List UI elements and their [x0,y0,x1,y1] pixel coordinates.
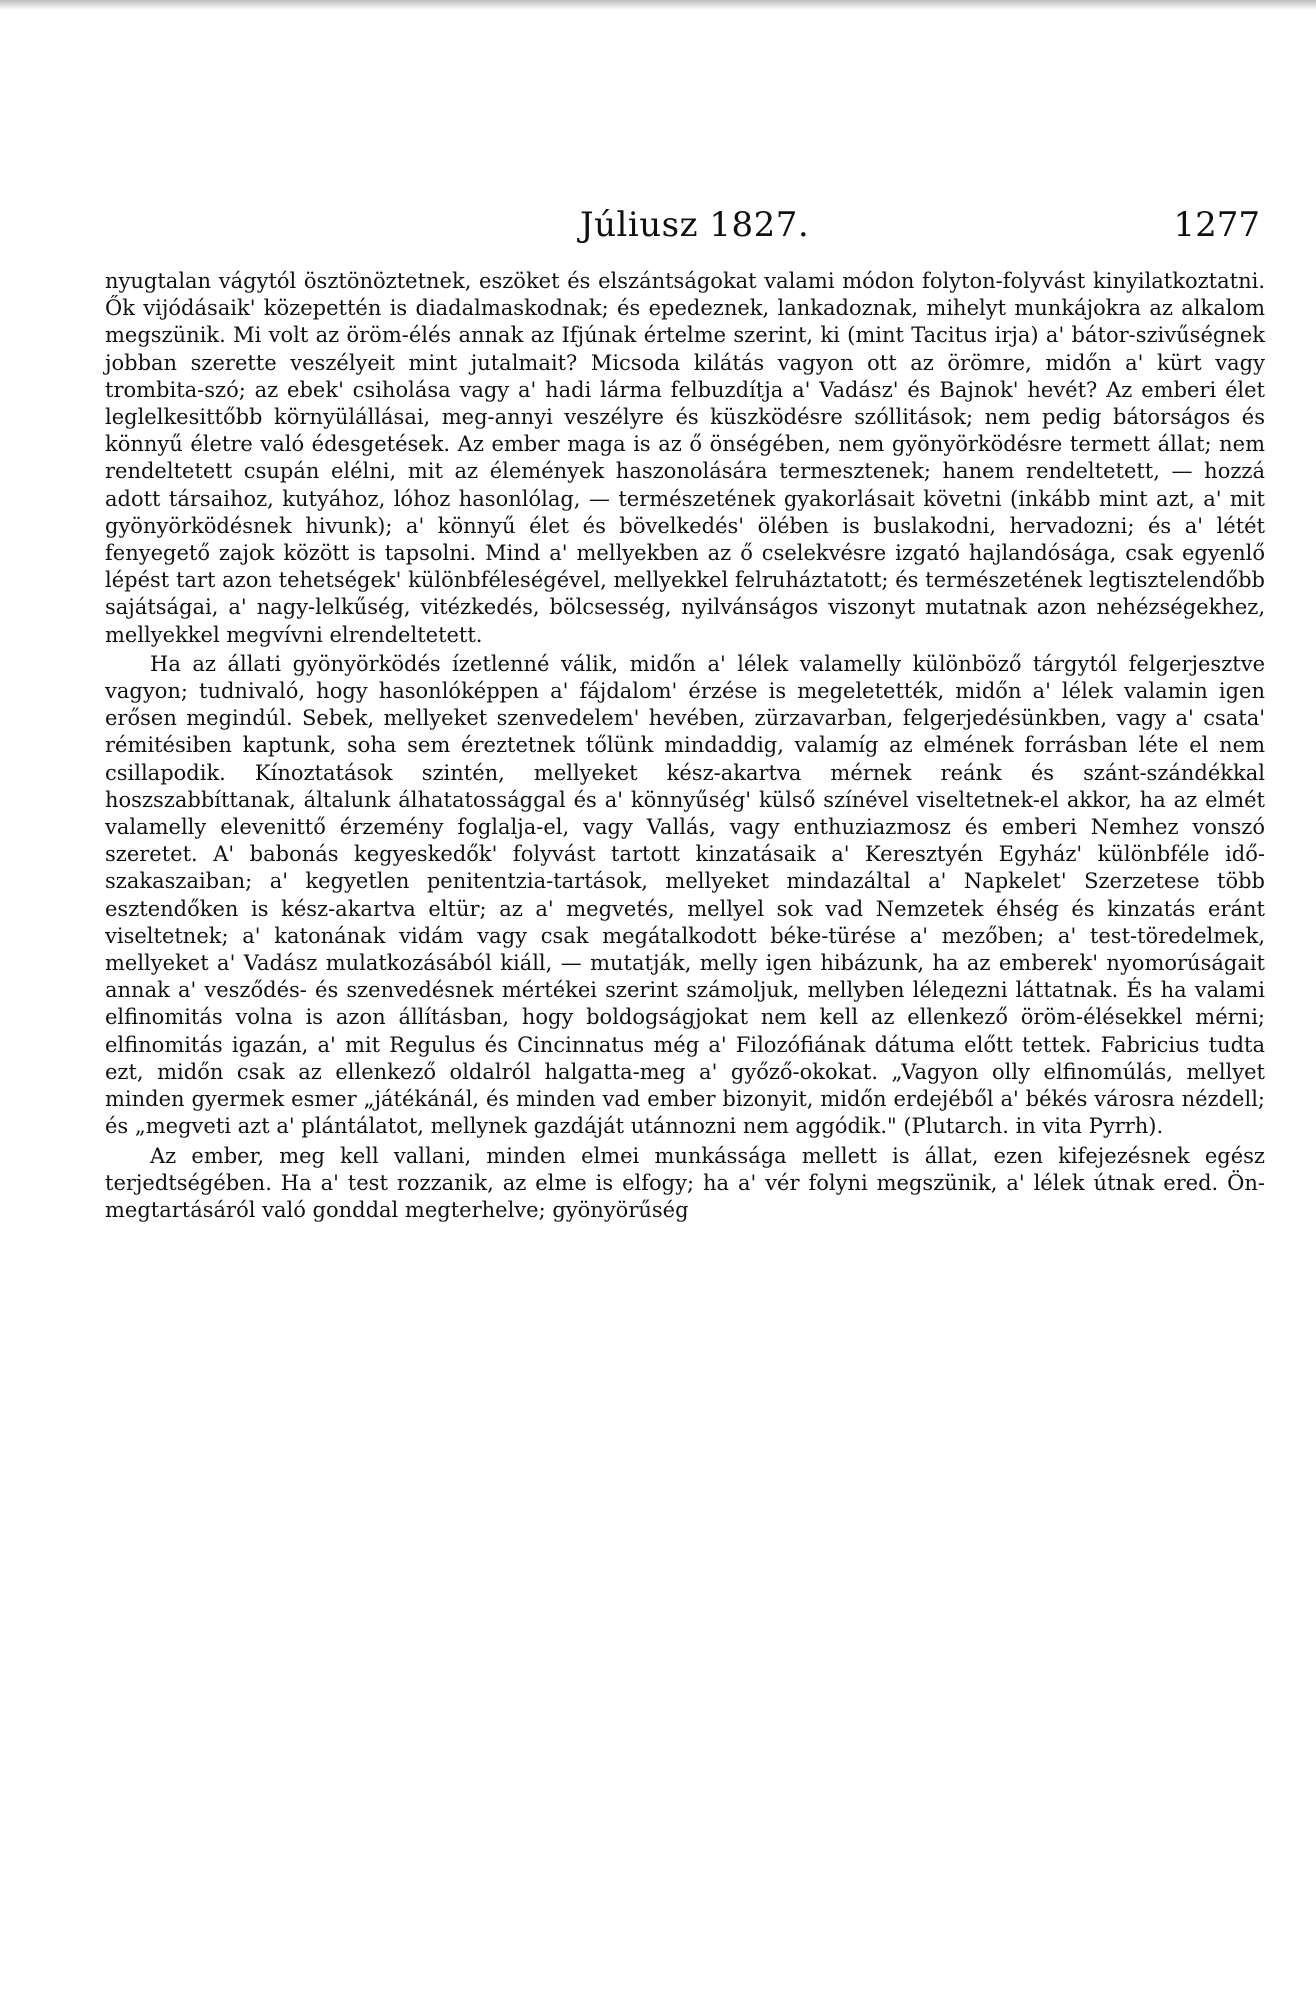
page-title: Júliusz 1827. [580,205,810,245]
page-number: 1277 [1173,205,1260,245]
scan-edge [0,0,1316,10]
paragraph-3: Az ember, meg kell vallani, minden elmei munkássága mellett is állat, ezen kifejezésnek egész terjedtségében. Ha a' test rozzanik, az elme is elfogy; ha a' vér folyni megszünik, a' lélek útnak ered. Ön-megtartásáról való gonddal megterhelve; gyönyörűség [105,1143,1265,1222]
body-text [105,268,1265,1224]
page-header [110,205,1260,255]
paragraph-1: nyugtalan vágytól ösztönöztetnek, eszöket és elszántságokat valami módon folyton-folyvást kinyilatkoztatni. Ők vijódásaik' közepettén is diadalmaskodnak; és epedeznek, lankadoznak, mihelyt munkájokra az alkalom megszünik. Mi volt az öröm-élés annak az Ifjúnak értelme szerint, ki (mint Tacitus irja) a' bátor-szivűségnek jobban szerette veszélyeit mint jutalmait? Micsoda kilátás vagyon ott az örömre, midőn a' kürt vagy trombita-szó; az ebek' csiholása vagy a' hadi lárma felbuzdítja a' Vadász' és Bajnok' hevét? Az emberi élet leglelkesittőbb környülállásai, meg-annyi veszélyre és küszködésre szóllitások; nem pedig bátorságos és könnyű életre való édesgetések. Az ember maga is az ő önségében, nem gyönyörködésre termett állat; nem rendeltetett csupán elélni, mit az élemények haszonolására termesztenek; hanem rendeltetett, — hozzá adott társaihoz, kutyához, lóhoz hasonlólag, — természetének gyakorlásait követni (inkább mint azt, a' mit gyönyörködésnek hivunk); a' könnyű élet és bövelkedés' ölében is buslakodni, hervadozni; és a' létét fenyegető zajok között is tapsolni. Mind a' mellyekben az ő cselekvésre izgató hajlandósága, csak egyenlő lépést tart azon tehetségek' különbféleségével, mellyekkel felruháztatott; és természetének legtisztelendőbb sajátságai, a' nagy-lelkűség, vitézkedés, bölcsesség, nyilvánságos viszonyt mutatnak azon nehézségekhez, mellyekkel megvívni elrendeltetett. [105,269,1265,647]
paragraph-2: Ha az állati gyönyörködés ízetlenné válik, midőn a' lélek valamelly különböző tárgytól felgerjesztve vagyon; tudnivaló, hogy hasonlóképpen a' fájdalom' érzése is megeletették, midőn a' lélek valamin igen erősen megindúl. Sebek, mellyeket szenvedelem' hevében, zürzavarban, felgerjedésünkben, vagy a' csata' rémitésiben kaptunk, soha sem éreztetnek tőlünk mindaddig, valamíg az elmének forrásban léte el nem csillapodik. Kínoztatások szintén, mellyeket kész-akartva mérnek reánk és szánt-szándékkal hoszszabbíttanak, általunk álhatatossággal és a' könnyűség' külső színével viseltetnek-el akkor, ha az elmét valamelly elevenittő érzemény foglalja-el, vagy Vallás, vagy enthuziazmosz és emberi Nemhez vonszó szeretet. A' babonás kegyeskedők' folyvást tartott kinzatásaik a' Keresztyén Egyház' különbféle idő-szakaszaiban; a' kegyetlen penitentzia-tartások, mellyeket mindazáltal a' Napkelet' Szerzetese több esztendőken is kész-akartva eltür; az a' megvetés, mellyel sok vad Nemzetek éhség és kinzatás eránt viseltetnek; a' katonának vidám vagy csak megátalkodott béke-türése a' mezőben; a' test-töredelmek, mellyeket a' Vadász mulatkozásából kiáll, — mutatják, melly igen hibázunk, ha az emberek' nyomorúságait annak a' vesződés- és szenvedésnek mértékei szerint számoljuk, mellyben lélедezni láttatnak. És ha valami elfinomitás volna is azon állításban, hogy boldogságjokat nem kell az ellenkező öröm-élésekkel mérni; elfinomitás igazán, a' mit Regulus és Cincinnatus még a' Filozófiának dátuma előtt tettek. Fabricius tudta ezt, midőn csak az ellenkező oldalról halgatta-meg a' győző-okokat. „Vagyon olly elfinomúlás, mellyet minden gyermek esmer „játékánál, és minden vad ember bizonyit, midőn erdejéből a' békés városra nézdell; és „megveti azt a' plántálatot, mellynek gazdáját utánnozni nem aggódik." (Plutarch. in vita Pyrrh). [105,651,1265,1139]
